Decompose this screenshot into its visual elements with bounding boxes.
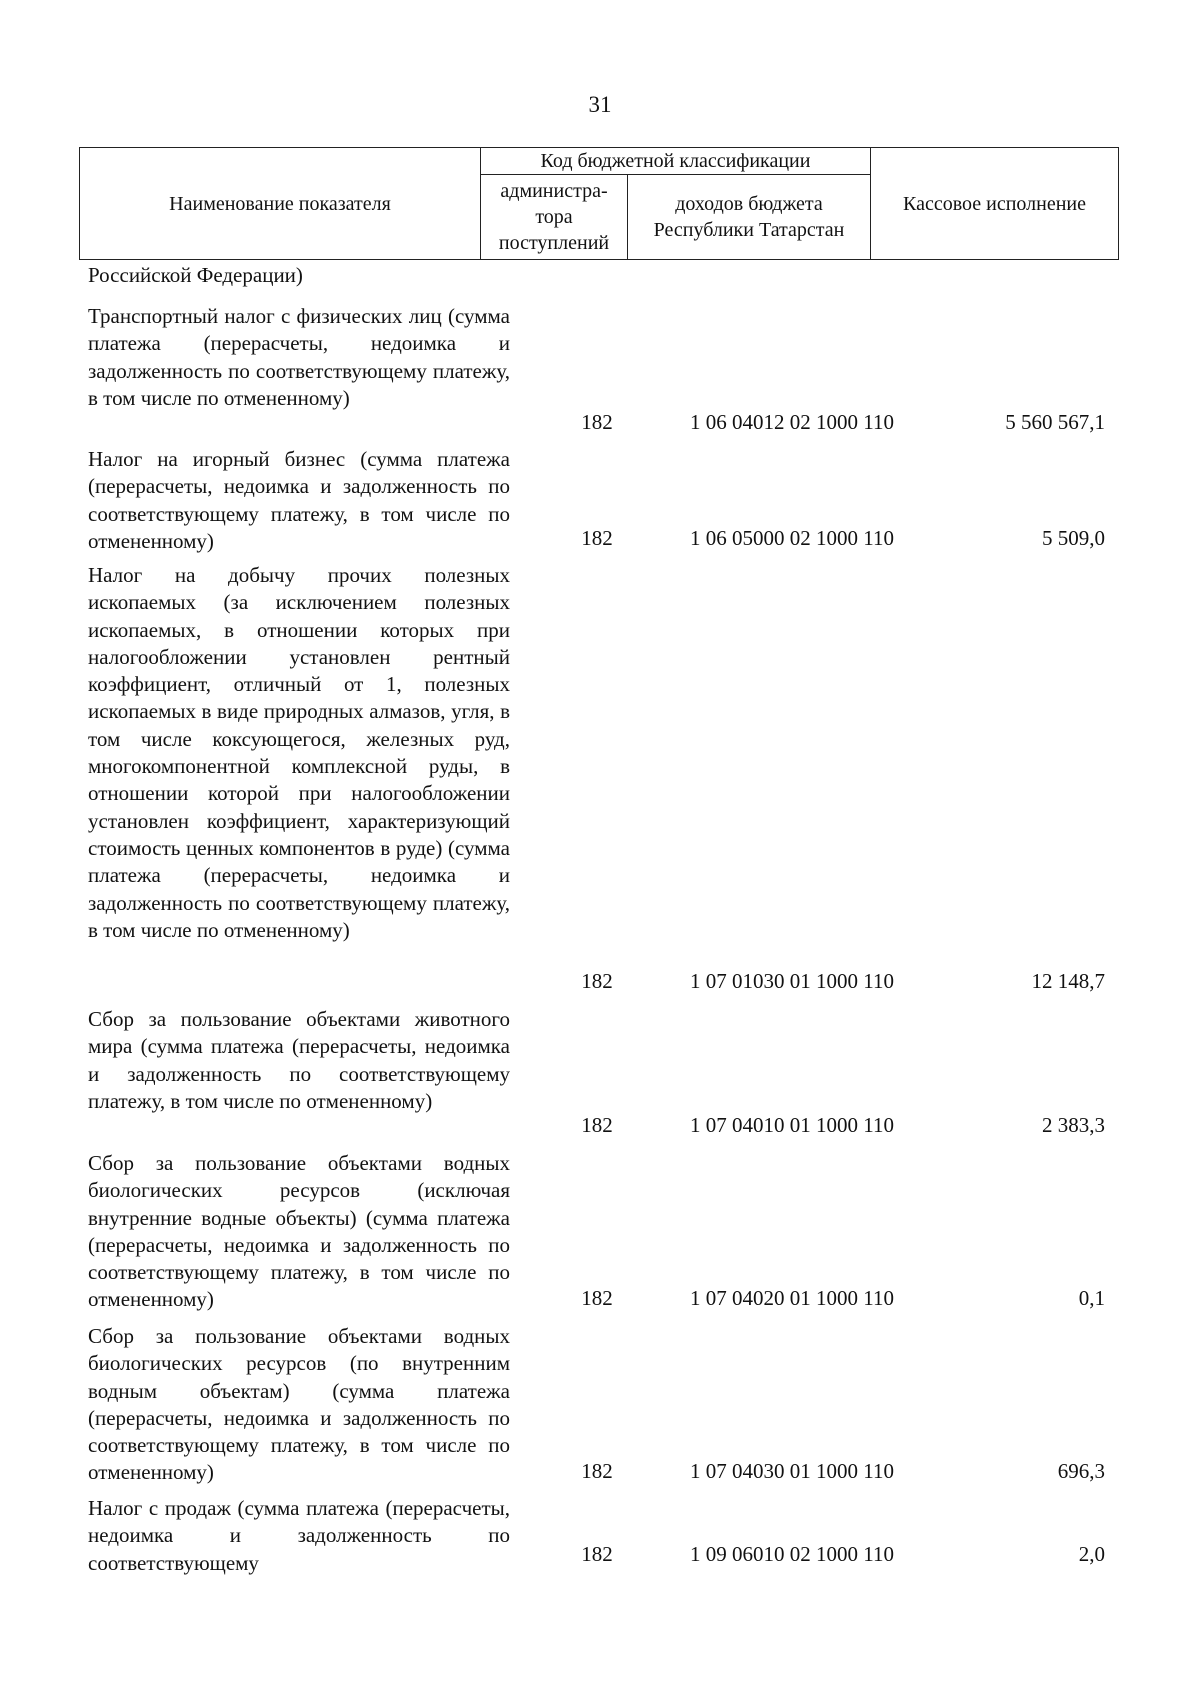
income-code: 1 09 06010 02 1000 110 xyxy=(690,1542,894,1566)
admin-code: 182 xyxy=(581,1113,613,1137)
admin-code: 182 xyxy=(581,1542,613,1566)
cash-execution-amount: 696,3 xyxy=(1057,1459,1105,1483)
cash-execution-amount: 2,0 xyxy=(1078,1542,1105,1566)
cash-execution-amount: 5 560 567,1 xyxy=(1005,410,1105,434)
indicator-name: Налог с продаж (сумма платежа (перерасчеты, недоимка и задолженность по соответствующему xyxy=(88,1496,510,1575)
page-number: 31 xyxy=(588,92,612,117)
admin-code: 182 xyxy=(581,526,613,550)
admin-code: 182 xyxy=(581,1459,613,1483)
header-amount-label: Кассовое исполнение xyxy=(903,192,1086,215)
header-income-label: доходов бюджета Республики Татарстан xyxy=(653,193,845,241)
indicator-name: Налог на добычу прочих полезных ископаемых (за исключением полезных ископаемых, в отношении которых при налогообложении установлен рентный коэффициент, отличный от 1, полезных ископаемых в виде природных алмазов, угля, в том числе коксующегося, железных руд, многокомпонентной комплексной руды, в отношении которой при налогообложении установлен коэффициент, характеризующий стоимость ценных компонентов в руде) (сумма платежа (перерасчеты, недоимка и задолженность по соответствующему платежу, в том числе по отмененному) xyxy=(88,563,510,942)
header-admin-column xyxy=(481,175,628,260)
cash-execution-amount: 0,1 xyxy=(1078,1286,1105,1310)
cash-execution-amount: 12 148,7 xyxy=(1031,969,1105,993)
header-amount-column xyxy=(871,148,1119,260)
indicator-name: Сбор за пользование объектами водных биологических ресурсов (исключая внутренние водные объекты) (сумма платежа (перерасчеты, недоимка и задолженность по соответствующему платежу, в том числе по отмененному) xyxy=(88,1151,510,1312)
indicator-name: Налог на игорный бизнес (сумма платежа (перерасчеты, недоимка и задолженность по соответствующему платежу, в том числе по отмененному) xyxy=(88,447,510,553)
income-code: 1 06 04012 02 1000 110 xyxy=(690,410,894,434)
header-admin-label: администра-тора поступлений xyxy=(498,180,610,254)
admin-code: 182 xyxy=(581,969,613,993)
cash-execution-amount: 5 509,0 xyxy=(1042,526,1105,550)
income-code: 1 07 04030 01 1000 110 xyxy=(690,1459,894,1483)
cash-execution-amount: 2 383,3 xyxy=(1042,1113,1105,1137)
income-code: 1 07 04020 01 1000 110 xyxy=(690,1286,894,1310)
indicator-name: Транспортный налог с физических лиц (сумма платежа (перерасчеты, недоимка и задолженность по соответствующему платежу, в том числе по отмененному) xyxy=(88,304,510,410)
income-code: 1 07 04010 01 1000 110 xyxy=(690,1113,894,1137)
indicator-name: Сбор за пользование объектами животного мира (сумма платежа (перерасчеты, недоимка и задолженность по соответствующему платежу, в том числе по отмененному) xyxy=(88,1007,510,1113)
income-code: 1 06 05000 02 1000 110 xyxy=(690,526,894,550)
header-name-column: Наименование показателя xyxy=(80,148,481,260)
admin-code: 182 xyxy=(581,410,613,434)
continuation-text: Российской Федерации) xyxy=(88,263,303,287)
header-code-group: Код бюджетной классификации xyxy=(481,148,871,175)
header-income-column xyxy=(628,175,871,260)
admin-code: 182 xyxy=(581,1286,613,1310)
income-code: 1 07 01030 01 1000 110 xyxy=(690,969,894,993)
indicator-name: Сбор за пользование объектами водных биологических ресурсов (по внутренним водным объектам) (сумма платежа (перерасчеты, недоимка и задолженность по соответствующему платежу, в том числе по отмененному) xyxy=(88,1324,510,1485)
table-header xyxy=(79,147,1119,260)
